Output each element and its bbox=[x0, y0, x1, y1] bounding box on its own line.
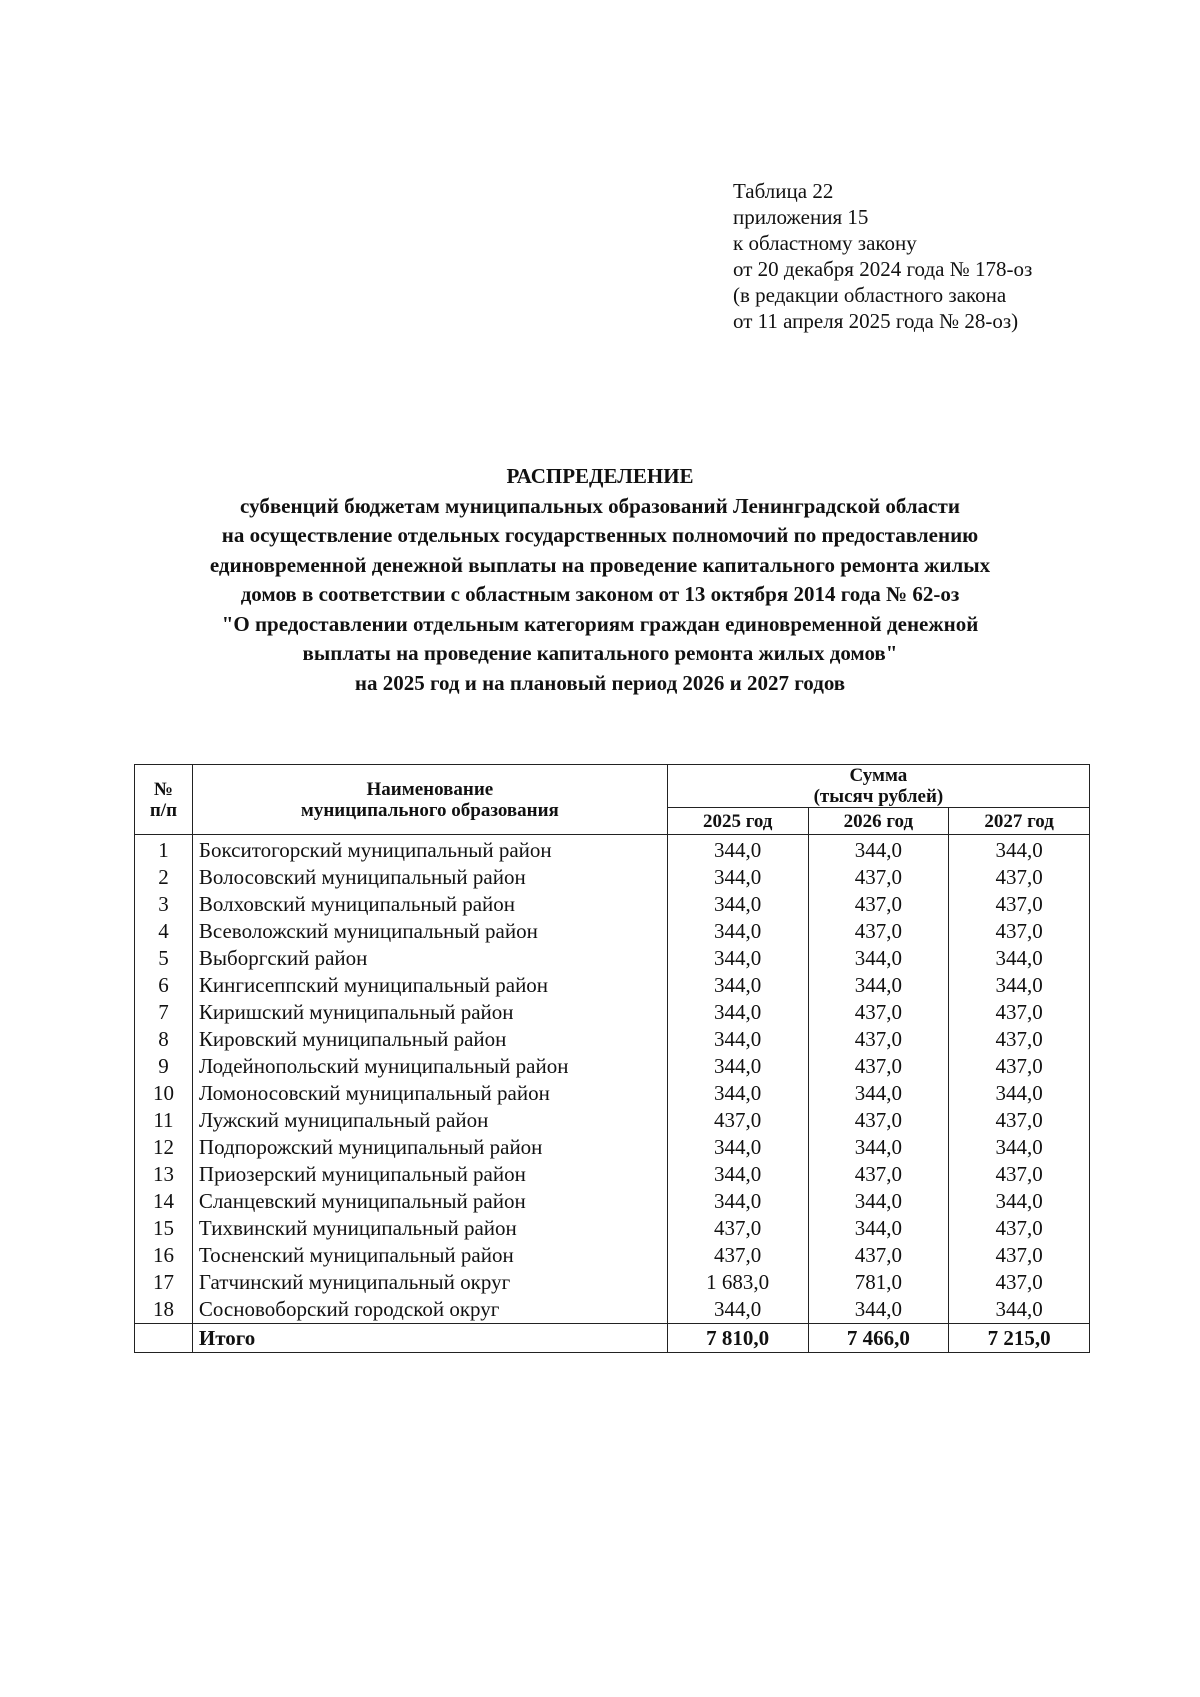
annex-line: Таблица 22 bbox=[733, 179, 834, 203]
header-num-line2: п/п bbox=[149, 799, 178, 821]
row-num: 15 bbox=[135, 1215, 193, 1242]
row-num: 9 bbox=[135, 1053, 193, 1080]
title-line: единовременной денежной выплаты на проведение капитального ремонта жилых bbox=[209, 552, 991, 577]
header-sum-line2: (тысяч рублей) bbox=[813, 786, 944, 807]
distribution-table bbox=[134, 764, 1090, 1353]
row-num: 3 bbox=[135, 891, 193, 918]
row-num: 8 bbox=[135, 1026, 193, 1053]
row-name: Подпорожский муниципальный район bbox=[192, 1134, 667, 1161]
row-value-2026: 437,0 bbox=[808, 1161, 949, 1188]
row-value-2026: 344,0 bbox=[808, 1080, 949, 1107]
row-name: Приозерский муниципальный район bbox=[192, 1161, 667, 1188]
row-name: Кировский муниципальный район bbox=[192, 1026, 667, 1053]
table-header-row bbox=[135, 765, 1090, 808]
row-num: 4 bbox=[135, 918, 193, 945]
row-value-2026: 344,0 bbox=[808, 945, 949, 972]
row-num: 1 bbox=[135, 835, 193, 865]
row-value-2025: 437,0 bbox=[667, 1242, 808, 1269]
annex-line: к областному закону bbox=[733, 231, 917, 255]
row-value-2026: 437,0 bbox=[808, 999, 949, 1026]
table-row bbox=[135, 999, 1090, 1026]
annex-line: (в редакции областного закона bbox=[733, 283, 1007, 307]
total-value-2027: 7 215,0 bbox=[949, 1324, 1090, 1353]
row-num: 18 bbox=[135, 1296, 193, 1324]
annex-line: от 11 апреля 2025 года № 28-оз) bbox=[733, 309, 1019, 333]
row-num: 10 bbox=[135, 1080, 193, 1107]
row-name: Сланцевский муниципальный район bbox=[192, 1188, 667, 1215]
row-value-2026: 344,0 bbox=[808, 1134, 949, 1161]
header-year-2027: 2027 год bbox=[949, 808, 1090, 835]
row-name: Киришский муниципальный район bbox=[192, 999, 667, 1026]
row-value-2026: 437,0 bbox=[808, 1242, 949, 1269]
table-row bbox=[135, 945, 1090, 972]
row-num: 14 bbox=[135, 1188, 193, 1215]
total-label: Итого bbox=[192, 1324, 667, 1353]
row-name: Ломоносовский муниципальный район bbox=[192, 1080, 667, 1107]
row-value-2026: 344,0 bbox=[808, 972, 949, 999]
row-value-2025: 344,0 bbox=[667, 835, 808, 865]
row-name: Волосовский муниципальный район bbox=[192, 864, 667, 891]
row-value-2027: 437,0 bbox=[949, 1053, 1090, 1080]
row-value-2025: 344,0 bbox=[667, 1026, 808, 1053]
row-value-2026: 437,0 bbox=[808, 891, 949, 918]
table-row bbox=[135, 1269, 1090, 1296]
row-value-2025: 344,0 bbox=[667, 1161, 808, 1188]
row-value-2025: 437,0 bbox=[667, 1215, 808, 1242]
table-row bbox=[135, 891, 1090, 918]
row-name: Сосновоборский городской округ bbox=[192, 1296, 667, 1324]
row-name: Всеволожский муниципальный район bbox=[192, 918, 667, 945]
document-title bbox=[100, 462, 1100, 698]
table-row bbox=[135, 1080, 1090, 1107]
row-num: 2 bbox=[135, 864, 193, 891]
table-row bbox=[135, 1107, 1090, 1134]
row-value-2027: 344,0 bbox=[949, 972, 1090, 999]
table-row bbox=[135, 1242, 1090, 1269]
table-row bbox=[135, 1296, 1090, 1324]
total-value-2025: 7 810,0 bbox=[667, 1324, 808, 1353]
row-value-2027: 437,0 bbox=[949, 864, 1090, 891]
row-value-2025: 344,0 bbox=[667, 918, 808, 945]
row-value-2026: 437,0 bbox=[808, 1107, 949, 1134]
row-num: 7 bbox=[135, 999, 193, 1026]
row-value-2026: 344,0 bbox=[808, 835, 949, 865]
table-row bbox=[135, 972, 1090, 999]
row-value-2025: 344,0 bbox=[667, 999, 808, 1026]
table-row bbox=[135, 1134, 1090, 1161]
row-value-2027: 437,0 bbox=[949, 1026, 1090, 1053]
row-value-2026: 437,0 bbox=[808, 864, 949, 891]
row-value-2026: 344,0 bbox=[808, 1188, 949, 1215]
title-line: субвенций бюджетам муниципальных образований Ленинградской области bbox=[240, 493, 960, 518]
row-value-2027: 437,0 bbox=[949, 1242, 1090, 1269]
row-value-2025: 344,0 bbox=[667, 1188, 808, 1215]
table-row bbox=[135, 1215, 1090, 1242]
annex-reference bbox=[733, 178, 1032, 334]
row-value-2025: 344,0 bbox=[667, 1053, 808, 1080]
row-value-2027: 437,0 bbox=[949, 999, 1090, 1026]
row-name: Тосненский муниципальный район bbox=[192, 1242, 667, 1269]
header-num bbox=[135, 765, 193, 835]
row-name: Гатчинский муниципальный округ bbox=[192, 1269, 667, 1296]
table-row bbox=[135, 864, 1090, 891]
table-row bbox=[135, 835, 1090, 865]
title-line: выплаты на проведение капитального ремонта жилых домов" bbox=[302, 641, 898, 665]
header-name-line2: муниципального образования bbox=[300, 799, 559, 821]
row-value-2025: 344,0 bbox=[667, 945, 808, 972]
row-name: Бокситогорский муниципальный район bbox=[192, 835, 667, 865]
table-row bbox=[135, 1053, 1090, 1080]
row-num: 17 bbox=[135, 1269, 193, 1296]
row-name: Выборгский район bbox=[192, 945, 667, 972]
table-row bbox=[135, 1188, 1090, 1215]
row-value-2027: 344,0 bbox=[949, 1134, 1090, 1161]
title-line: "О предоставлении отдельным категориям граждан единовременной денежной bbox=[221, 611, 979, 636]
row-num: 5 bbox=[135, 945, 193, 972]
title-line: на 2025 год и на плановый период 2026 и 2027 годов bbox=[354, 670, 846, 695]
row-value-2027: 437,0 bbox=[949, 1161, 1090, 1188]
title-heading: РАСПРЕДЕЛЕНИЕ bbox=[506, 464, 694, 488]
row-num: 13 bbox=[135, 1161, 193, 1188]
row-value-2025: 344,0 bbox=[667, 1296, 808, 1324]
row-num: 12 bbox=[135, 1134, 193, 1161]
row-value-2027: 437,0 bbox=[949, 1107, 1090, 1134]
row-name: Лужский муниципальный район bbox=[192, 1107, 667, 1134]
row-value-2026: 437,0 bbox=[808, 1053, 949, 1080]
row-value-2025: 344,0 bbox=[667, 891, 808, 918]
row-value-2027: 437,0 bbox=[949, 891, 1090, 918]
header-num-line1: № bbox=[153, 778, 173, 800]
header-year-2025: 2025 год bbox=[667, 808, 808, 835]
row-name: Лодейнопольский муниципальный район bbox=[192, 1053, 667, 1080]
header-sum bbox=[667, 765, 1089, 808]
annex-line: приложения 15 bbox=[733, 205, 869, 229]
row-value-2026: 344,0 bbox=[808, 1215, 949, 1242]
row-value-2027: 437,0 bbox=[949, 918, 1090, 945]
row-value-2027: 344,0 bbox=[949, 1188, 1090, 1215]
row-value-2025: 344,0 bbox=[667, 1134, 808, 1161]
row-value-2027: 344,0 bbox=[949, 1296, 1090, 1324]
table-row bbox=[135, 918, 1090, 945]
header-name bbox=[192, 765, 667, 835]
row-value-2027: 344,0 bbox=[949, 835, 1090, 865]
title-line: на осуществление отдельных государственных полномочий по предоставлению bbox=[221, 523, 979, 547]
row-value-2026: 437,0 bbox=[808, 1026, 949, 1053]
row-value-2027: 437,0 bbox=[949, 1269, 1090, 1296]
row-value-2025: 344,0 bbox=[667, 1080, 808, 1107]
row-value-2027: 344,0 bbox=[949, 1080, 1090, 1107]
row-num: 11 bbox=[135, 1107, 193, 1134]
row-value-2027: 344,0 bbox=[949, 945, 1090, 972]
table-row bbox=[135, 1026, 1090, 1053]
row-name: Волховский муниципальный район bbox=[192, 891, 667, 918]
row-value-2025: 344,0 bbox=[667, 972, 808, 999]
header-name-line1: Наименование bbox=[366, 778, 494, 800]
row-value-2025: 437,0 bbox=[667, 1107, 808, 1134]
row-num: 6 bbox=[135, 972, 193, 999]
total-num-empty bbox=[135, 1324, 193, 1353]
table-row bbox=[135, 1161, 1090, 1188]
table-total-row bbox=[135, 1324, 1090, 1353]
header-year-2026: 2026 год bbox=[808, 808, 949, 835]
row-value-2026: 781,0 bbox=[808, 1269, 949, 1296]
row-value-2026: 437,0 bbox=[808, 918, 949, 945]
row-value-2027: 437,0 bbox=[949, 1215, 1090, 1242]
annex-line: от 20 декабря 2024 года № 178-оз bbox=[733, 257, 1033, 281]
row-value-2026: 344,0 bbox=[808, 1296, 949, 1324]
row-num: 16 bbox=[135, 1242, 193, 1269]
row-name: Кингисеппский муниципальный район bbox=[192, 972, 667, 999]
row-value-2025: 1 683,0 bbox=[667, 1269, 808, 1296]
header-sum-line1: Сумма bbox=[849, 765, 908, 786]
row-value-2025: 344,0 bbox=[667, 864, 808, 891]
total-value-2026: 7 466,0 bbox=[808, 1324, 949, 1353]
title-line: домов в соответствии с областным законом от 13 октября 2014 года № 62-оз bbox=[240, 582, 960, 606]
row-name: Тихвинский муниципальный район bbox=[192, 1215, 667, 1242]
